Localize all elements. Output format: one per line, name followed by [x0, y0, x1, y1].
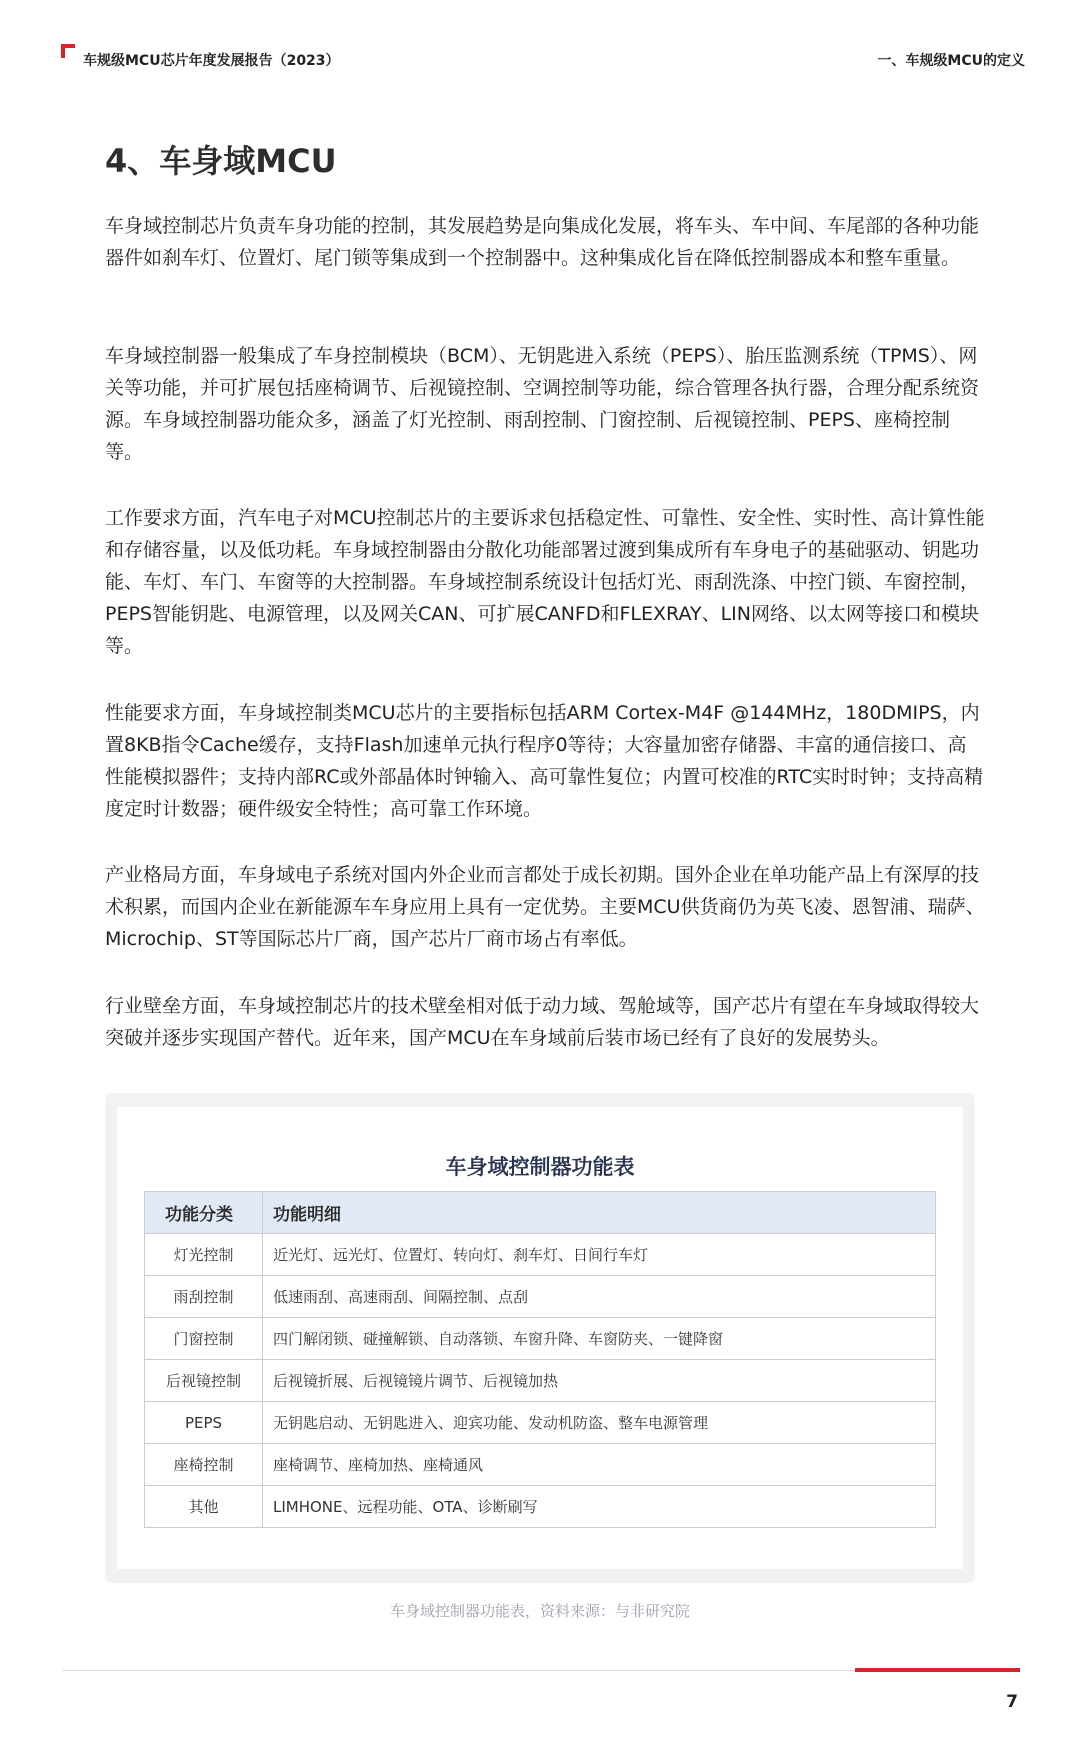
page-number: 7 — [1006, 1692, 1018, 1712]
table-row — [145, 1360, 936, 1402]
function-table-panel — [117, 1107, 963, 1569]
function-table — [144, 1191, 936, 1528]
row-detail: 四门解闭锁、碰撞解锁、自动落锁、车窗升降、车窗防夹、一键降窗 — [263, 1318, 936, 1360]
header-detail: 功能明细 — [263, 1192, 936, 1234]
row-category: PEPS — [145, 1402, 263, 1444]
section-heading: 4、车身域MCU — [105, 142, 337, 180]
row-category: 座椅控制 — [145, 1444, 263, 1486]
row-detail: 近光灯、远光灯、位置灯、转向灯、刹车灯、日间行车灯 — [263, 1234, 936, 1276]
header-corner-mark-icon — [61, 44, 75, 58]
row-category: 其他 — [145, 1486, 263, 1528]
table-title: 车身域控制器功能表 — [445, 1155, 635, 1179]
table-row — [145, 1444, 936, 1486]
row-detail: 无钥匙启动、无钥匙进入、迎宾功能、发动机防盗、整车电源管理 — [263, 1402, 936, 1444]
row-category: 灯光控制 — [145, 1234, 263, 1276]
paragraph-industry-barriers: 行业壁垒方面，车身域控制芯片的技术壁垒相对低于动力域、驾舱域等，国产芯片有望在车身域取得较大突破并逐步实现国产替代。近年来，国产MCU在车身域前后装市场已经有了良好的发展势头。 — [105, 995, 980, 1049]
report-title: 车规级MCU芯片年度发展报告（2023） — [83, 53, 340, 69]
table-row — [145, 1276, 936, 1318]
table-caption: 车身域控制器功能表，资料来源：与非研究院 — [389, 1602, 690, 1620]
paragraph-work-requirements: 工作要求方面，汽车电子对MCU控制芯片的主要诉求包括稳定性、可靠性、安全性、实时性、高计算性能和存储容量，以及低功耗。车身域控制器由分散化功能部署过渡到集成所有车身电子的基础驱动、钥匙功能、车灯、车门、车窗等的大控制器。车身域控制系统设计包括灯光、雨刮洗涤、中控门锁、车窗控制，PEPS智能钥匙、电源管理，以及网关CAN、可扩展CANFD和FLEXRAY、LIN网络、以太网等接口和模块等。 — [105, 507, 985, 657]
row-detail: 座椅调节、座椅加热、座椅通风 — [263, 1444, 936, 1486]
table-row — [145, 1234, 936, 1276]
table-row — [145, 1318, 936, 1360]
row-category: 门窗控制 — [145, 1318, 263, 1360]
table-header-row — [145, 1192, 936, 1234]
paragraph-controller-functions: 车身域控制器一般集成了车身控制模块（BCM）、无钥匙进入系统（PEPS）、胎压监测系统（TPMS）、网关等功能，并可扩展包括座椅调节、后视镜控制、空调控制等功能，综合管理各执行器，合理分配系统资源。车身域控制器功能众多，涵盖了灯光控制、雨刮控制、门窗控制、后视镜控制、PEPS、座椅控制等。 — [105, 345, 980, 463]
chapter-title: 一、车规级MCU的定义 — [877, 53, 1025, 69]
paragraph-performance-requirements: 性能要求方面，车身域控制类MCU芯片的主要指标包括ARM Cortex-M4F @144MHz，180DMIPS，内置8KB指令Cache缓存，支持Flash加速单元执行程序0等待；大容量加密存储器、丰富的通信接口、高性能模拟器件；支持内部RC或外部晶体时钟输入、高可靠性复位；内置可校准的RTC实时时钟；支持高精度定时计数器；硬件级安全特性；高可靠工作环境。 — [105, 702, 984, 820]
header-category: 功能分类 — [145, 1192, 263, 1234]
row-category: 雨刮控制 — [145, 1276, 263, 1318]
row-detail: 低速雨刮、高速雨刮、间隔控制、点刮 — [263, 1276, 936, 1318]
row-detail: LIMHONE、远程功能、OTA、诊断刷写 — [263, 1486, 936, 1528]
footer-accent-bar — [855, 1668, 1020, 1672]
row-detail: 后视镜折展、后视镜镜片调节、后视镜加热 — [263, 1360, 936, 1402]
table-row — [145, 1486, 936, 1528]
paragraph-intro: 车身域控制芯片负责车身功能的控制，其发展趋势是向集成化发展，将车头、车中间、车尾部的各种功能器件如刹车灯、位置灯、尾门锁等集成到一个控制器中。这种集成化旨在降低控制器成本和整车重量。 — [105, 215, 980, 269]
row-category: 后视镜控制 — [145, 1360, 263, 1402]
paragraph-industry-landscape: 产业格局方面，车身域电子系统对国内外企业而言都处于成长初期。国外企业在单功能产品上有深厚的技术积累，而国内企业在新能源车车身应用上具有一定优势。主要MCU供货商仍为英飞凌、恩智浦、瑞萨、Microchip、ST等国际芯片厂商，国产芯片厂商市场占有率低。 — [105, 864, 985, 950]
table-row — [145, 1402, 936, 1444]
function-table-card — [105, 1093, 975, 1583]
